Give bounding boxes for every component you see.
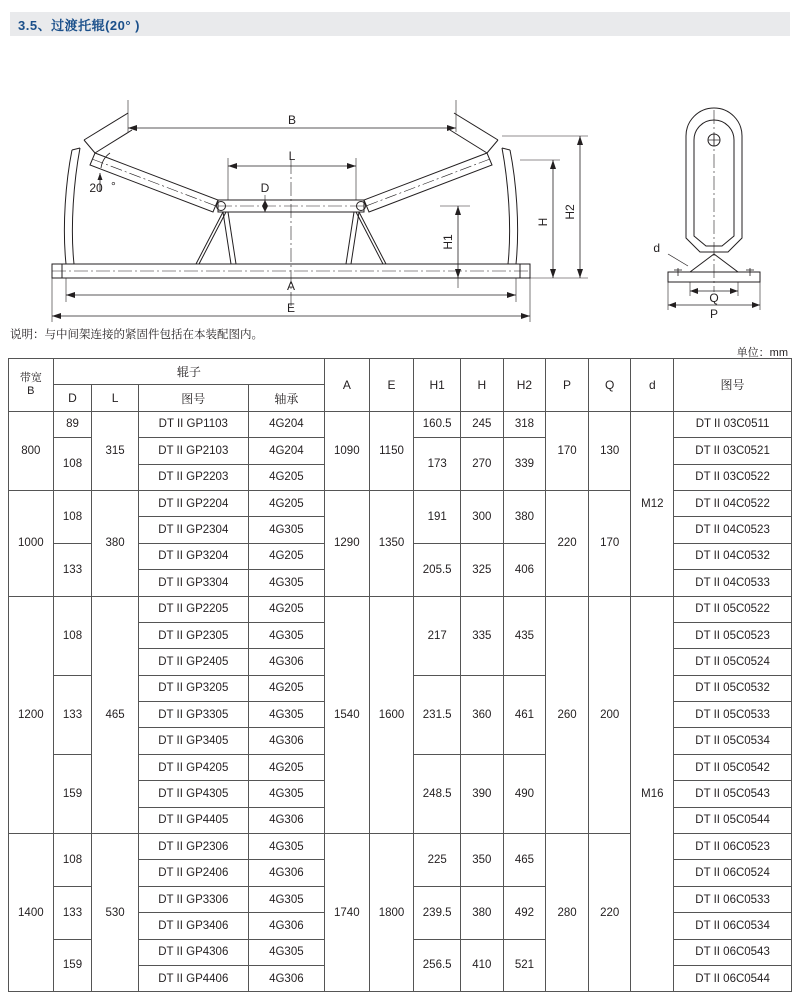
cell-h2: 490 — [503, 754, 546, 833]
cell-h: 360 — [461, 675, 504, 754]
cell-assembly-no: DT II 05C0532 — [674, 675, 792, 701]
cell-e: 1800 — [369, 834, 414, 992]
cell-assembly-no: DT II 05C0523 — [674, 622, 792, 648]
th-d-bolt: d — [631, 359, 674, 412]
th-a: A — [324, 359, 369, 412]
cell-roller-d: 89 — [53, 411, 92, 437]
cell-roller-drawing-no: DT II GP2203 — [138, 464, 248, 490]
cell-assembly-no: DT II 04C0522 — [674, 490, 792, 516]
cell-d-bolt: M16 — [631, 596, 674, 992]
table-row — [9, 596, 792, 622]
cell-roller-drawing-no: DT II GP3405 — [138, 728, 248, 754]
dim-label-E: E — [286, 301, 296, 315]
cell-assembly-no: DT II 06C0534 — [674, 913, 792, 939]
dim-label-B: B — [287, 113, 297, 127]
cell-assembly-no: DT II 06C0543 — [674, 939, 792, 965]
table-header-row-1 — [9, 359, 792, 385]
cell-assembly-no: DT II 04C0533 — [674, 570, 792, 596]
cell-roller-d: 108 — [53, 596, 92, 675]
cell-h: 270 — [461, 438, 504, 491]
th-h2: H2 — [503, 359, 546, 412]
cell-bearing: 4G205 — [248, 596, 324, 622]
cell-roller-drawing-no: DT II GP4205 — [138, 754, 248, 780]
cell-assembly-no: DT II 06C0544 — [674, 965, 792, 991]
cell-bearing: 4G306 — [248, 649, 324, 675]
cell-assembly-no: DT II 05C0543 — [674, 781, 792, 807]
dim-label-d: d — [653, 241, 660, 255]
cell-h: 300 — [461, 490, 504, 543]
cell-assembly-no: DT II 04C0523 — [674, 517, 792, 543]
dim-label-D: D — [260, 181, 270, 195]
th-q: Q — [588, 359, 631, 412]
cell-roller-drawing-no: DT II GP4406 — [138, 965, 248, 991]
cell-bearing: 4G205 — [248, 464, 324, 490]
cell-p: 280 — [546, 834, 589, 992]
cell-roller-d: 159 — [53, 754, 92, 833]
cell-roller-d: 108 — [53, 490, 92, 543]
cell-bearing: 4G305 — [248, 517, 324, 543]
th-e: E — [369, 359, 414, 412]
cell-h2: 406 — [503, 543, 546, 596]
degree-symbol: ° — [111, 179, 116, 193]
cell-bearing: 4G306 — [248, 860, 324, 886]
cell-a: 1290 — [324, 490, 369, 596]
cell-belt-width: 800 — [9, 411, 54, 490]
table-row — [9, 411, 792, 437]
cell-h2: 492 — [503, 886, 546, 939]
cell-h2: 465 — [503, 834, 546, 887]
cell-h2: 435 — [503, 596, 546, 675]
dim-label-P: P — [709, 307, 719, 321]
cell-assembly-no: DT II 06C0533 — [674, 886, 792, 912]
table-body — [9, 411, 792, 992]
cell-roller-drawing-no: DT II GP1103 — [138, 411, 248, 437]
cell-bearing: 4G204 — [248, 411, 324, 437]
cell-roller-d: 108 — [53, 834, 92, 887]
cell-bearing: 4G306 — [248, 913, 324, 939]
th-p: P — [546, 359, 589, 412]
cell-roller-l: 530 — [92, 834, 139, 992]
cell-h1: 239.5 — [414, 886, 461, 939]
cell-bearing: 4G305 — [248, 622, 324, 648]
cell-bearing: 4G305 — [248, 570, 324, 596]
angle-label-20: 20 — [89, 181, 103, 195]
th-bearing: 轴承 — [248, 385, 324, 411]
cell-assembly-no: DT II 04C0532 — [674, 543, 792, 569]
cell-h: 350 — [461, 834, 504, 887]
dim-label-H2: H2 — [563, 204, 577, 220]
cell-bearing: 4G205 — [248, 490, 324, 516]
cell-assembly-no: DT II 05C0534 — [674, 728, 792, 754]
cell-roller-drawing-no: DT II GP3204 — [138, 543, 248, 569]
cell-h2: 521 — [503, 939, 546, 992]
cell-belt-width: 1000 — [9, 490, 54, 596]
th-h: H — [461, 359, 504, 412]
cell-bearing: 4G305 — [248, 834, 324, 860]
cell-h2: 461 — [503, 675, 546, 754]
dim-label-L: L — [288, 149, 296, 163]
cell-q: 200 — [588, 596, 631, 834]
cell-roller-l: 315 — [92, 411, 139, 490]
th-h1: H1 — [414, 359, 461, 412]
dim-label-Q: Q — [709, 291, 719, 305]
th-roller-group: 辊子 — [53, 359, 324, 385]
cell-h: 410 — [461, 939, 504, 992]
cell-bearing: 4G305 — [248, 781, 324, 807]
cell-roller-drawing-no: DT II GP2304 — [138, 517, 248, 543]
th-roller-drawing-no: 图号 — [138, 385, 248, 411]
cell-assembly-no: DT II 03C0521 — [674, 438, 792, 464]
cell-h: 335 — [461, 596, 504, 675]
technical-drawing — [0, 40, 800, 321]
th-belt-width-label: 带宽 — [19, 372, 42, 385]
cell-a: 1090 — [324, 411, 369, 490]
cell-h1: 191 — [414, 490, 461, 543]
cell-p: 170 — [546, 411, 589, 490]
cell-assembly-no: DT II 05C0533 — [674, 702, 792, 728]
spec-table — [8, 358, 792, 992]
dim-label-A: A — [286, 279, 296, 293]
cell-bearing: 4G205 — [248, 543, 324, 569]
cell-e: 1600 — [369, 596, 414, 834]
cell-belt-width: 1200 — [9, 596, 54, 834]
section-header-bar — [10, 12, 790, 36]
cell-roller-drawing-no: DT II GP4405 — [138, 807, 248, 833]
cell-roller-d: 133 — [53, 543, 92, 596]
cell-h1: 248.5 — [414, 754, 461, 833]
cell-e: 1150 — [369, 411, 414, 490]
cell-roller-drawing-no: DT II GP2103 — [138, 438, 248, 464]
cell-assembly-no: DT II 06C0523 — [674, 834, 792, 860]
cell-roller-drawing-no: DT II GP2406 — [138, 860, 248, 886]
cell-h1: 256.5 — [414, 939, 461, 992]
cell-h1: 173 — [414, 438, 461, 491]
table-row — [9, 834, 792, 860]
cell-d-bolt: M12 — [631, 411, 674, 596]
cell-roller-drawing-no: DT II GP2405 — [138, 649, 248, 675]
cell-roller-drawing-no: DT II GP3305 — [138, 702, 248, 728]
table-header — [9, 359, 792, 412]
cell-h: 380 — [461, 886, 504, 939]
cell-roller-l: 465 — [92, 596, 139, 834]
cell-bearing: 4G305 — [248, 886, 324, 912]
cell-p: 260 — [546, 596, 589, 834]
cell-roller-d: 159 — [53, 939, 92, 992]
cell-roller-d: 133 — [53, 886, 92, 939]
cell-roller-drawing-no: DT II GP4306 — [138, 939, 248, 965]
th-assembly-no: 图号 — [674, 359, 792, 412]
cell-assembly-no: DT II 06C0524 — [674, 860, 792, 886]
cell-q: 170 — [588, 490, 631, 596]
cell-roller-drawing-no: DT II GP2305 — [138, 622, 248, 648]
cell-roller-d: 133 — [53, 675, 92, 754]
cell-roller-drawing-no: DT II GP3406 — [138, 913, 248, 939]
cell-roller-d: 108 — [53, 438, 92, 491]
cell-assembly-no: DT II 03C0511 — [674, 411, 792, 437]
dim-label-H: H — [536, 217, 550, 227]
cell-bearing: 4G205 — [248, 675, 324, 701]
cell-assembly-no: DT II 05C0524 — [674, 649, 792, 675]
note-text: 说明：与中间架连接的紧固件包括在本装配图内。 — [10, 329, 263, 341]
cell-a: 1540 — [324, 596, 369, 834]
cell-bearing: 4G205 — [248, 754, 324, 780]
th-belt-width-symbol: B — [27, 384, 35, 397]
cell-roller-drawing-no: DT II GP3205 — [138, 675, 248, 701]
table-row — [9, 490, 792, 516]
cell-h1: 231.5 — [414, 675, 461, 754]
cell-assembly-no: DT II 05C0542 — [674, 754, 792, 780]
cell-roller-drawing-no: DT II GP2204 — [138, 490, 248, 516]
drawing-svg — [0, 40, 800, 321]
th-belt-width — [9, 359, 54, 412]
cell-assembly-no: DT II 05C0544 — [674, 807, 792, 833]
cell-roller-drawing-no: DT II GP3304 — [138, 570, 248, 596]
cell-bearing: 4G306 — [248, 965, 324, 991]
cell-h: 390 — [461, 754, 504, 833]
cell-h1: 160.5 — [414, 411, 461, 437]
page-title: 3.5、过渡托辊(20° ) — [18, 17, 141, 33]
cell-h1: 217 — [414, 596, 461, 675]
cell-q: 220 — [588, 834, 631, 992]
cell-roller-l: 380 — [92, 490, 139, 596]
th-roller-d: D — [53, 385, 92, 411]
cell-roller-drawing-no: DT II GP3306 — [138, 886, 248, 912]
cell-h: 325 — [461, 543, 504, 596]
cell-a: 1740 — [324, 834, 369, 992]
cell-belt-width: 1400 — [9, 834, 54, 992]
cell-h1: 205.5 — [414, 543, 461, 596]
cell-e: 1350 — [369, 490, 414, 596]
cell-h: 245 — [461, 411, 504, 437]
th-roller-l: L — [92, 385, 139, 411]
cell-roller-drawing-no: DT II GP2205 — [138, 596, 248, 622]
cell-bearing: 4G204 — [248, 438, 324, 464]
cell-roller-drawing-no: DT II GP2306 — [138, 834, 248, 860]
cell-assembly-no: DT II 05C0522 — [674, 596, 792, 622]
cell-bearing: 4G306 — [248, 728, 324, 754]
cell-bearing: 4G306 — [248, 807, 324, 833]
cell-h2: 318 — [503, 411, 546, 437]
cell-h2: 380 — [503, 490, 546, 543]
cell-bearing: 4G305 — [248, 702, 324, 728]
dim-label-H1: H1 — [441, 234, 455, 250]
unit-label: 单位：mm — [736, 347, 788, 359]
cell-roller-drawing-no: DT II GP4305 — [138, 781, 248, 807]
cell-p: 220 — [546, 490, 589, 596]
cell-assembly-no: DT II 03C0522 — [674, 464, 792, 490]
cell-q: 130 — [588, 411, 631, 490]
cell-h2: 339 — [503, 438, 546, 491]
cell-bearing: 4G305 — [248, 939, 324, 965]
cell-h1: 225 — [414, 834, 461, 887]
